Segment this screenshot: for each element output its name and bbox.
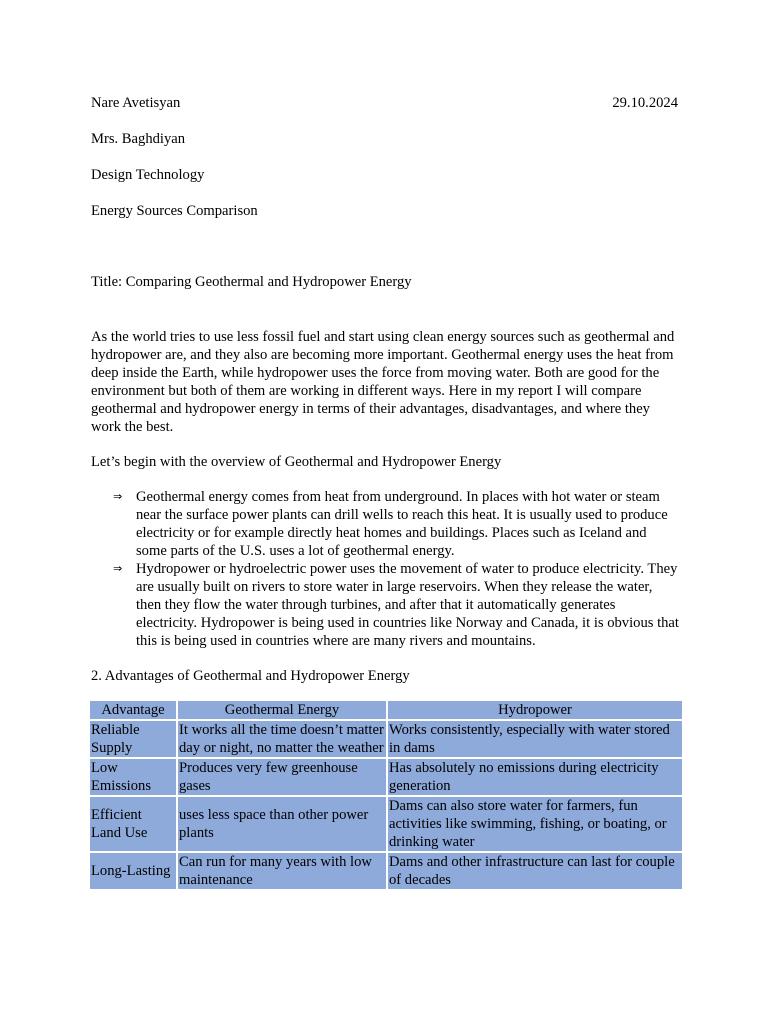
- header-row: [91, 94, 678, 112]
- table-cell: Produces very few greenhouse gases: [177, 758, 387, 796]
- table-cell: Dams and other infrastructure can last for couple of decades: [387, 852, 682, 889]
- list-item-text: Hydropower or hydroelectric power uses the movement of water to produce electricity. They are usually built on rivers to store water in large reservoirs. When they release the water, then they flow the water through turbines, and after that it automatically generates electricity. Hydropower is being used in countries like Norway and Canada, it is obvious that this is being used in countries where are many rivers and mountains.: [136, 561, 679, 649]
- date: 29.10.2024: [612, 95, 678, 111]
- overview-heading: Let’s begin with the overview of Geothermal and Hydropower Energy: [91, 454, 502, 470]
- list-item: [91, 488, 679, 560]
- subject-name: Design Technology: [91, 167, 205, 183]
- student-name: Nare Avetisyan: [91, 95, 181, 111]
- table-cell: Efficient Land Use: [90, 796, 177, 852]
- table-header-row: [90, 701, 682, 720]
- advantages-heading: 2. Advantages of Geothermal and Hydropower Energy: [91, 668, 410, 684]
- table-cell: Can run for many years with low maintenance: [177, 852, 387, 889]
- table-row: [90, 720, 682, 758]
- table-row: [90, 852, 682, 889]
- table-cell: Reliable Supply: [90, 720, 177, 758]
- table-row: [90, 796, 682, 852]
- list-item-text: Geothermal energy comes from heat from underground. In places with hot water or steam near the surface power plants can drill wells to reach this heat. It is usually used to produce electricity or for example directly heat homes and buildings. Places such as Iceland and some parts of the U.S. uses a lot of geothermal energy.: [136, 489, 668, 559]
- table-cell: Long-Lasting: [90, 852, 177, 889]
- table-cell: Dams can also store water for farmers, fun activities like swimming, fishing, or boating, or drinking water: [387, 796, 682, 852]
- table-cell: Low Emissions: [90, 758, 177, 796]
- table-row: [90, 758, 682, 796]
- table-cell: uses less space than other power plants: [177, 796, 387, 852]
- table-cell: It works all the time doesn’t matter day or night, no matter the weather: [177, 720, 387, 758]
- table-header-cell: Hydropower: [387, 701, 682, 720]
- arrow-bullet-icon: ⇒: [113, 490, 123, 503]
- list-item: [91, 560, 679, 650]
- overview-list: [91, 488, 679, 650]
- table-cell: Has absolutely no emissions during electricity generation: [387, 758, 682, 796]
- table-cell: Works consistently, especially with water stored in dams: [387, 720, 682, 758]
- intro-paragraph: As the world tries to use less fossil fuel and start using clean energy sources such as geothermal and hydropower are, and they also are becoming more important. Geothermal energy uses the heat from deep inside the Earth, while hydropower uses the force from moving water. Both are good for the environment but both of them are working in different ways. Here in my report I will compare geothermal and hydropower energy in terms of their advantages, disadvantages, and where they work the best.: [91, 329, 675, 435]
- advantages-table: [90, 701, 682, 889]
- table-header-cell: Advantage: [90, 701, 177, 720]
- assignment-name: Energy Sources Comparison: [91, 203, 258, 219]
- teacher-name: Mrs. Baghdiyan: [91, 131, 186, 147]
- document-title: Title: Comparing Geothermal and Hydropower Energy: [91, 274, 412, 290]
- arrow-bullet-icon: ⇒: [113, 562, 123, 575]
- table-header-cell: Geothermal Energy: [177, 701, 387, 720]
